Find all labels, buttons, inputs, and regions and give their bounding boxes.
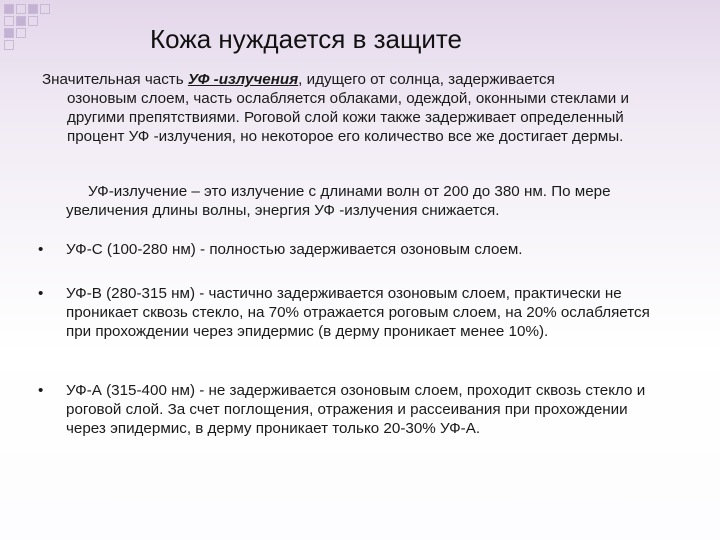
bullet-marker: • [38,241,44,258]
intro-lead: Значительная часть [42,71,188,88]
decor-square [16,28,26,38]
bullet-marker: • [38,285,44,302]
bullet-item-uva: УФ-А (315-400 нм) - не задерживается озоновым слоем, проходит сквозь стекло и роговой слой. За счет поглощения, отражения и рассеивания при прохождении через эпидермис, в дерму проникает только 20-30% УФ-А. [66,382,646,437]
decor-square [16,16,26,26]
definition-paragraph: УФ-излучение – это излучение с длинами волн от 200 до 380 нм. По мере увеличения длины волны, энергия УФ -излучения снижается. [66,183,611,219]
decor-square [4,40,14,50]
intro-paragraph [42,70,672,146]
decor-square [4,16,14,26]
decor-square [40,4,50,14]
bullet-item-uvb: УФ-В (280-315 нм) - частично задерживается озоновым слоем, практически не проникает сквозь стекло, на 70% отражается роговым слоем, на 20% ослабляется при прохождении через эпидермис (в дерму проникает менее 10%). [66,285,650,340]
decor-square [28,4,38,14]
intro-emphasis: УФ -излучения [187,71,299,88]
decor-square [16,4,26,14]
bullet-marker: • [38,382,44,399]
decorative-squares [0,0,80,60]
bullet-item-uvc: УФ-С (100-280 нм) - полностью задерживается озоновым слоем. [66,241,523,258]
decor-square [4,28,14,38]
decor-square [4,4,14,14]
intro-line1-rest: , идущего от солнца, задерживается [298,71,555,88]
decor-square [28,16,38,26]
slide-title: Кожа нуждается в защите [150,24,462,54]
intro-continuation: озоновым слоем, часть ослабляется облаками, одеждой, оконными стеклами и другими препятствиями. Роговой слой кожи также задерживает определенный процент УФ -излучения, но некоторое его количество все же достигает дермы. [67,90,629,145]
